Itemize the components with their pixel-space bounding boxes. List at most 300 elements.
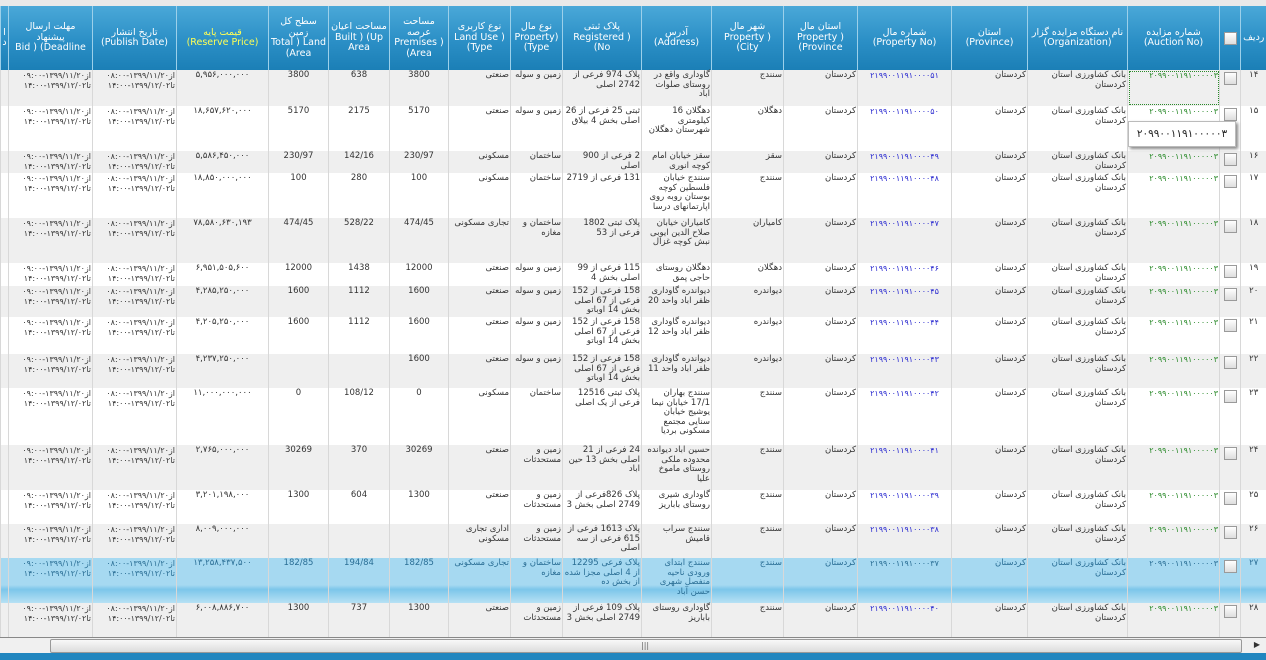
property-province: کردستان xyxy=(784,524,858,558)
row-checkbox[interactable] xyxy=(1220,354,1241,388)
total-land: 230/97 xyxy=(269,151,329,173)
partial-cell xyxy=(1,263,9,286)
row-checkbox[interactable] xyxy=(1220,70,1241,106)
row-checkbox[interactable] xyxy=(1220,490,1241,524)
publish-date xyxy=(93,445,177,490)
property-no-link[interactable]: ۲۱۹۹۰۰۱۱۹۱۰۰۰۰۴۷ xyxy=(858,218,952,263)
publish-date-from: از۱۳۹۹/۱۱/۲۰-۰۸:۰۰ xyxy=(106,491,175,500)
address: دیواندره گاوداری ظفر اباد واحد 20 xyxy=(642,286,712,317)
property-city: سنندج xyxy=(712,490,784,524)
scroll-right-arrow-icon[interactable]: ▶ xyxy=(1253,640,1260,649)
row-checkbox-input[interactable] xyxy=(1224,390,1237,403)
select-all-checkbox[interactable] xyxy=(1224,32,1237,45)
property-city: سقز xyxy=(712,151,784,173)
auction-no-link[interactable]: ۲۰۹۹۰۰۱۱۹۱۰۰۰۰۰۳ xyxy=(1128,317,1220,354)
address: دیواندره گاوداری ظفر اباد واحد 12 xyxy=(642,317,712,354)
total-land xyxy=(269,524,329,558)
row-checkbox[interactable] xyxy=(1220,263,1241,286)
partial-cell xyxy=(1,151,9,173)
row-checkbox-input[interactable] xyxy=(1224,72,1237,85)
publish-date-to: تا۱۳۹۹/۱۲/۰۲-۱۴:۰۰ xyxy=(107,613,175,623)
auction-no-link[interactable]: ۲۰۹۹۰۰۱۱۹۱۰۰۰۰۰۳ xyxy=(1128,388,1220,445)
publish-date xyxy=(93,558,177,603)
registered-no: پلاک 109 فرعی از 2749 اصلی بخش 3 xyxy=(563,603,642,637)
built-area: 142/16 xyxy=(329,151,390,173)
total-land: 1300 xyxy=(269,490,329,524)
built-area: 108/12 xyxy=(329,388,390,445)
row-checkbox-input[interactable] xyxy=(1224,288,1237,301)
organization: بانک کشاورزی استان کردستان xyxy=(1028,106,1128,151)
header-auction-no[interactable] xyxy=(1128,6,1220,70)
property-city: دهگلان xyxy=(712,106,784,151)
deadline-to: تا۱۳۹۹/۱۲/۰۲-۱۴:۰۰ xyxy=(23,364,91,374)
built-area: 737 xyxy=(329,603,390,637)
property-province: کردستان xyxy=(784,218,858,263)
registered-no: 158 فرعی از 152 فرعی از 67 اصلی بخش 14 اوباتو xyxy=(563,354,642,388)
property-province: کردستان xyxy=(784,286,858,317)
row-checkbox-input[interactable] xyxy=(1224,605,1237,618)
row-checkbox[interactable] xyxy=(1220,445,1241,490)
auction-no-link[interactable]: ۲۰۹۹۰۰۱۱۹۱۰۰۰۰۰۳ xyxy=(1128,106,1220,151)
table-row[interactable] xyxy=(1,490,1266,524)
auction-no-link[interactable]: ۲۰۹۹۰۰۱۱۹۱۰۰۰۰۰۳ xyxy=(1128,445,1220,490)
header-property-province[interactable] xyxy=(784,6,858,70)
registered-no: پلاک ثبتی 12516 فرعی از یک اصلی xyxy=(563,388,642,445)
header-total-land[interactable] xyxy=(269,6,329,70)
property-type: زمین و سوله xyxy=(511,70,563,106)
property-city: سنندج xyxy=(712,445,784,490)
address: سنندج بهاران 17/1 خیابان نیما یوشیج خیابان سنایی مجتمع مسکونی بردیا xyxy=(642,388,712,445)
publish-date-to: تا۱۳۹۹/۱۲/۰۲-۱۴:۰۰ xyxy=(107,116,175,126)
deadline-to: تا۱۳۹۹/۱۲/۰۲-۱۴:۰۰ xyxy=(23,568,91,578)
registered-no: ثبتی 25 فرعی از 26 اصلی بخش 4 بیلاق xyxy=(563,106,642,151)
header-property-type[interactable] xyxy=(511,6,563,70)
premises-area: 100 xyxy=(390,173,449,218)
property-no-link[interactable]: ۲۱۹۹۰۰۱۱۹۱۰۰۰۰۳۸ xyxy=(858,524,952,558)
property-no-link[interactable]: ۲۱۹۹۰۰۱۱۹۱۰۰۰۰۴۴ xyxy=(858,317,952,354)
deadline-from: از۱۳۹۹/۱۱/۲۰-۰۹:۰۰ xyxy=(22,71,91,80)
total-land: 100 xyxy=(269,173,329,218)
table-row[interactable] xyxy=(1,151,1266,173)
row-number: ۱۸ xyxy=(1241,218,1266,263)
deadline xyxy=(9,263,93,286)
premises-area: 230/97 xyxy=(390,151,449,173)
scrollbar-thumb[interactable] xyxy=(50,639,1242,653)
row-checkbox[interactable] xyxy=(1220,524,1241,558)
header-label-fa: سطح کل زمین xyxy=(280,16,317,38)
premises-area: 1600 xyxy=(390,286,449,317)
grip-icon: ||| xyxy=(641,641,650,650)
header-organization[interactable] xyxy=(1028,6,1128,70)
reserve-price: ۷۸,۵۸۰,۶۳۰,۱۹۳ xyxy=(177,218,269,263)
province: کردستان xyxy=(952,317,1028,354)
premises-area: 1300 xyxy=(390,490,449,524)
header-label-fa: استان مال xyxy=(799,21,842,33)
row-checkbox-input[interactable] xyxy=(1224,560,1237,573)
row-number: ۱۶ xyxy=(1241,151,1266,173)
auction-no-link[interactable]: ۲۰۹۹۰۰۱۱۹۱۰۰۰۰۰۳ xyxy=(1128,151,1220,173)
deadline-from: از۱۳۹۹/۱۱/۲۰-۰۹:۰۰ xyxy=(22,219,91,228)
auction-no-link[interactable]: ۲۰۹۹۰۰۱۱۹۱۰۰۰۰۰۳ xyxy=(1128,524,1220,558)
deadline xyxy=(9,317,93,354)
organization: بانک کشاورزی استان کردستان xyxy=(1028,173,1128,218)
built-area: 2175 xyxy=(329,106,390,151)
property-type: زمین و سوله xyxy=(511,317,563,354)
row-checkbox-input[interactable] xyxy=(1224,108,1237,121)
built-area: 194/84 xyxy=(329,558,390,603)
row-number: ۱۹ xyxy=(1241,263,1266,286)
property-no-link[interactable]: ۲۱۹۹۰۰۱۱۹۱۰۰۰۰۵۰ xyxy=(858,106,952,151)
partial-cell xyxy=(1,388,9,445)
header-address[interactable] xyxy=(642,6,712,70)
total-land: 1600 xyxy=(269,286,329,317)
organization: بانک کشاورزی استان کردستان xyxy=(1028,354,1128,388)
row-checkbox[interactable] xyxy=(1220,286,1241,317)
total-land: 30269 xyxy=(269,445,329,490)
property-no-link[interactable]: ۲۱۹۹۰۰۱۱۹۱۰۰۰۰۳۷ xyxy=(858,558,952,603)
property-city: کامیاران xyxy=(712,218,784,263)
header-land-use[interactable] xyxy=(449,6,511,70)
land-use: مسکونی xyxy=(449,173,511,218)
property-province: کردستان xyxy=(784,603,858,637)
built-area: 370 xyxy=(329,445,390,490)
row-number: ۲۳ xyxy=(1241,388,1266,445)
publish-date-from: از۱۳۹۹/۱۱/۲۰-۰۸:۰۰ xyxy=(106,389,175,398)
property-province: کردستان xyxy=(784,490,858,524)
table-row[interactable] xyxy=(1,286,1266,317)
province: کردستان xyxy=(952,490,1028,524)
property-type: ساختمان و مغازه xyxy=(511,218,563,263)
organization: بانک کشاورزی استان کردستان xyxy=(1028,263,1128,286)
reserve-price: ۴,۲۳۷,۲۵۰,۰۰۰ xyxy=(177,354,269,388)
row-checkbox[interactable] xyxy=(1220,558,1241,603)
province: کردستان xyxy=(952,70,1028,106)
table-row[interactable] xyxy=(1,106,1266,151)
premises-area: 5170 xyxy=(390,106,449,151)
header-label-fa: شماره مزایده xyxy=(1146,26,1201,38)
auction-no-link[interactable]: ۲۰۹۹۰۰۱۱۹۱۰۰۰۰۰۳ xyxy=(1128,286,1220,317)
deadline-to: تا۱۳۹۹/۱۲/۰۲-۱۴:۰۰ xyxy=(23,161,91,171)
province: کردستان xyxy=(952,524,1028,558)
row-number: ۲۶ xyxy=(1241,524,1266,558)
total-land: 3800 xyxy=(269,70,329,106)
publish-date-to: تا۱۳۹۹/۱۲/۰۲-۱۴:۰۰ xyxy=(107,80,175,90)
deadline-to: تا۱۳۹۹/۱۲/۰۲-۱۴:۰۰ xyxy=(23,80,91,90)
partial-cell xyxy=(1,173,9,218)
row-checkbox[interactable] xyxy=(1220,218,1241,263)
registered-no: 115 فرعی از 99 اصلی بخش 4 xyxy=(563,263,642,286)
land-use: صنعتی xyxy=(449,70,511,106)
publish-date-from: از۱۳۹۹/۱۱/۲۰-۰۸:۰۰ xyxy=(106,71,175,80)
deadline-to: تا۱۳۹۹/۱۲/۰۲-۱۴:۰۰ xyxy=(23,327,91,337)
table-row[interactable] xyxy=(1,445,1266,490)
province: کردستان xyxy=(952,151,1028,173)
property-no-link[interactable]: ۲۱۹۹۰۰۱۱۹۱۰۰۰۰۴۹ xyxy=(858,151,952,173)
header-province[interactable] xyxy=(952,6,1028,70)
total-land: 474/45 xyxy=(269,218,329,263)
auction-no-link[interactable]: ۲۰۹۹۰۰۱۱۹۱۰۰۰۰۰۳ xyxy=(1128,218,1220,263)
row-checkbox-input[interactable] xyxy=(1224,265,1237,278)
deadline xyxy=(9,445,93,490)
header-label-fa: استان xyxy=(977,26,1002,38)
row-checkbox-input[interactable] xyxy=(1224,447,1237,460)
organization: بانک کشاورزی استان کردستان xyxy=(1028,490,1128,524)
built-area: 604 xyxy=(329,490,390,524)
table-row[interactable] xyxy=(1,218,1266,263)
registered-no: پلاک ثبتی 1802 فرعی از 53 xyxy=(563,218,642,263)
table-row[interactable] xyxy=(1,388,1266,445)
address: سنندج سراب قامیش xyxy=(642,524,712,558)
property-no-link[interactable]: ۲۱۹۹۰۰۱۱۹۱۰۰۰۰۴۲ xyxy=(858,388,952,445)
row-checkbox-input[interactable] xyxy=(1224,220,1237,233)
property-no-link[interactable]: ۲۱۹۹۰۰۱۱۹۱۰۰۰۰۴۶ xyxy=(858,263,952,286)
property-province: کردستان xyxy=(784,317,858,354)
table-row[interactable] xyxy=(1,70,1266,106)
publish-date xyxy=(93,151,177,173)
property-type: زمین و سوله xyxy=(511,286,563,317)
publish-date-to: تا۱۳۹۹/۱۲/۰۲-۱۴:۰۰ xyxy=(107,364,175,374)
property-no-link[interactable]: ۲۱۹۹۰۰۱۱۹۱۰۰۰۰۴۳ xyxy=(858,354,952,388)
property-no-link[interactable]: ۲۱۹۹۰۰۱۱۹۱۰۰۰۰۴۰ xyxy=(858,603,952,637)
row-checkbox-input[interactable] xyxy=(1224,319,1237,332)
header-premises-area[interactable] xyxy=(390,6,449,70)
property-city: سنندج xyxy=(712,558,784,603)
property-province: کردستان xyxy=(784,354,858,388)
address: گاوداری شیری روستای باباریز xyxy=(642,490,712,524)
publish-date xyxy=(93,490,177,524)
row-checkbox[interactable] xyxy=(1220,173,1241,218)
auction-no-link[interactable]: ۲۰۹۹۰۰۱۱۹۱۰۰۰۰۰۳ xyxy=(1128,70,1220,106)
land-use: صنعتی xyxy=(449,603,511,637)
land-use: صنعتی xyxy=(449,286,511,317)
land-use: مسکونی xyxy=(449,151,511,173)
row-checkbox-input[interactable] xyxy=(1224,175,1237,188)
header-label-en: Total ) Land (Area xyxy=(270,37,327,59)
property-city: دیواندره xyxy=(712,354,784,388)
premises-area: 474/45 xyxy=(390,218,449,263)
organization: بانک کشاورزی استان کردستان xyxy=(1028,558,1128,603)
row-number: ۱۴ xyxy=(1241,70,1266,106)
land-use: صنعتی xyxy=(449,354,511,388)
publish-date xyxy=(93,218,177,263)
address: دهگلان 16 کیلومتری شهرستان دهگلان xyxy=(642,106,712,151)
auction-no-link[interactable]: ۲۰۹۹۰۰۱۱۹۱۰۰۰۰۰۳ xyxy=(1128,354,1220,388)
auction-no-link[interactable]: ۲۰۹۹۰۰۱۱۹۱۰۰۰۰۰۳ xyxy=(1128,263,1220,286)
publish-date-from: از۱۳۹۹/۱۱/۲۰-۰۸:۰۰ xyxy=(106,525,175,534)
total-land: 182/85 xyxy=(269,558,329,603)
table-row[interactable] xyxy=(1,173,1266,218)
row-number: ۲۲ xyxy=(1241,354,1266,388)
header-registered-no[interactable] xyxy=(563,6,642,70)
deadline-to: تا۱۳۹۹/۱۲/۰۲-۱۴:۰۰ xyxy=(23,228,91,238)
registered-no: 158 فرعی از 152 فرعی از 67 اصلی بخش 14 اوباتو xyxy=(563,286,642,317)
table-row[interactable] xyxy=(1,603,1266,637)
publish-date xyxy=(93,173,177,218)
land-use: تجاری مسکونی xyxy=(449,218,511,263)
land-use: صنعتی xyxy=(449,490,511,524)
premises-area: 1600 xyxy=(390,354,449,388)
publish-date-to: تا۱۳۹۹/۱۲/۰۲-۱۴:۰۰ xyxy=(107,296,175,306)
publish-date xyxy=(93,317,177,354)
registered-no: پلاک فرعی 12295 از 4 اصلی مجزا شده از بخش ده xyxy=(563,558,642,603)
address: کامیاران خیابان صلاح الدین ایوبی نبش کوچه غزال xyxy=(642,218,712,263)
header-deadline[interactable] xyxy=(9,6,93,70)
organization: بانک کشاورزی استان کردستان xyxy=(1028,151,1128,173)
address: سنندج ابتدای ورودی ناحیه منفصل شهری حسن آباد xyxy=(642,558,712,603)
auction-no-tooltip: ۲۰۹۹۰۰۱۱۹۱۰۰۰۰۰۳ xyxy=(1128,121,1236,147)
deadline xyxy=(9,286,93,317)
header-reserve-price[interactable] xyxy=(177,6,269,70)
header-select-all[interactable] xyxy=(1220,6,1241,70)
premises-area: 0 xyxy=(390,388,449,445)
partial-cell xyxy=(1,354,9,388)
organization: بانک کشاورزی استان کردستان xyxy=(1028,218,1128,263)
property-province: کردستان xyxy=(784,388,858,445)
deadline-from: از۱۳۹۹/۱۱/۲۰-۰۹:۰۰ xyxy=(22,355,91,364)
publish-date xyxy=(93,388,177,445)
publish-date-from: از۱۳۹۹/۱۱/۲۰-۰۸:۰۰ xyxy=(106,174,175,183)
property-province: کردستان xyxy=(784,173,858,218)
row-number: ۲۰ xyxy=(1241,286,1266,317)
deadline xyxy=(9,70,93,106)
publish-date-from: از۱۳۹۹/۱۱/۲۰-۰۸:۰۰ xyxy=(106,355,175,364)
built-area xyxy=(329,354,390,388)
reserve-price: ۱۳,۲۵۸,۴۳۷,۵۰۰ xyxy=(177,558,269,603)
header-partial-column[interactable]: ا د xyxy=(1,6,9,70)
row-checkbox-input[interactable] xyxy=(1224,153,1237,166)
deadline xyxy=(9,388,93,445)
header-property-no[interactable] xyxy=(858,6,952,70)
province: کردستان xyxy=(952,354,1028,388)
publish-date-to: تا۱۳۹۹/۱۲/۰۲-۱۴:۰۰ xyxy=(107,568,175,578)
header-label-en: Premises ) (Area xyxy=(394,37,444,59)
reserve-price: ۳,۲۰۱,۱۹۸,۰۰۰ xyxy=(177,490,269,524)
publish-date-from: از۱۳۹۹/۱۱/۲۰-۰۸:۰۰ xyxy=(106,559,175,568)
auction-no-link[interactable]: ۲۰۹۹۰۰۱۱۹۱۰۰۰۰۰۳ xyxy=(1128,558,1220,603)
registered-no: 24 فرعی از 21 اصلی بخش 13 حین اباد xyxy=(563,445,642,490)
land-use: اداری تجاری مسکونی xyxy=(449,524,511,558)
header-row-no[interactable]: ردیف xyxy=(1241,6,1266,70)
registered-no: پلاک 826فرعی از 2749 اصلی بخش 3 xyxy=(563,490,642,524)
table-row[interactable] xyxy=(1,524,1266,558)
publish-date-to: تا۱۳۹۹/۱۲/۰۲-۱۴:۰۰ xyxy=(107,327,175,337)
row-checkbox[interactable] xyxy=(1220,388,1241,445)
auction-no-link[interactable]: ۲۰۹۹۰۰۱۱۹۱۰۰۰۰۰۳ xyxy=(1128,603,1220,637)
partial-cell xyxy=(1,445,9,490)
property-no-link[interactable]: ۲۱۹۹۰۰۱۱۹۱۰۰۰۰۴۸ xyxy=(858,173,952,218)
total-land: 1600 xyxy=(269,317,329,354)
land-use: تجاری مسکونی xyxy=(449,558,511,603)
property-type: ساختمان xyxy=(511,388,563,445)
row-number: ۲۱ xyxy=(1241,317,1266,354)
header-publish-date[interactable] xyxy=(93,6,177,70)
row-checkbox[interactable] xyxy=(1220,603,1241,637)
auction-no-link[interactable]: ۲۰۹۹۰۰۱۱۹۱۰۰۰۰۰۳ xyxy=(1128,490,1220,524)
registered-no: پلاک 1613 فرعی از 615 فرعی از سه اصلی xyxy=(563,524,642,558)
property-province: کردستان xyxy=(784,263,858,286)
row-checkbox-input[interactable] xyxy=(1224,526,1237,539)
header-label-en: Property ) (Province xyxy=(797,31,844,54)
built-area: 528/22 xyxy=(329,218,390,263)
row-checkbox-input[interactable] xyxy=(1224,492,1237,505)
land-use: صنعتی xyxy=(449,445,511,490)
property-province: کردستان xyxy=(784,70,858,106)
partial-cell xyxy=(1,603,9,637)
deadline-from: از۱۳۹۹/۱۱/۲۰-۰۹:۰۰ xyxy=(22,525,91,534)
property-no-link[interactable]: ۲۱۹۹۰۰۱۱۹۱۰۰۰۰۵۱ xyxy=(858,70,952,106)
header-label-fa: شهر مال xyxy=(729,21,766,33)
property-no-link[interactable]: ۲۱۹۹۰۰۱۱۹۱۰۰۰۰۴۱ xyxy=(858,445,952,490)
publish-date-to: تا۱۳۹۹/۱۲/۰۲-۱۴:۰۰ xyxy=(107,273,175,283)
property-type: زمین و مستحدثات xyxy=(511,445,563,490)
total-land: 1300 xyxy=(269,603,329,637)
property-city: دیواندره xyxy=(712,286,784,317)
total-land xyxy=(269,354,329,388)
province: کردستان xyxy=(952,558,1028,603)
deadline-from: از۱۳۹۹/۱۱/۲۰-۰۹:۰۰ xyxy=(22,287,91,296)
header-label-en: (Publish Date) xyxy=(100,37,169,48)
organization: بانک کشاورزی استان کردستان xyxy=(1028,445,1128,490)
property-type: زمین و سوله xyxy=(511,106,563,151)
header-built-area[interactable] xyxy=(329,6,390,70)
premises-area: 1300 xyxy=(390,603,449,637)
organization: بانک کشاورزی استان کردستان xyxy=(1028,388,1128,445)
table-row[interactable] xyxy=(1,558,1266,603)
premises-area: 30269 xyxy=(390,445,449,490)
reserve-price: ۴,۲۸۵,۲۵۰,۰۰۰ xyxy=(177,286,269,317)
row-checkbox[interactable] xyxy=(1220,151,1241,173)
total-land: 5170 xyxy=(269,106,329,151)
header-label-fa: مساحت عرصه xyxy=(403,16,435,38)
bottom-bar xyxy=(0,653,1266,660)
table-row[interactable] xyxy=(1,317,1266,354)
province: کردستان xyxy=(952,173,1028,218)
deadline-from: از۱۳۹۹/۱۱/۲۰-۰۹:۰۰ xyxy=(22,152,91,161)
property-city: سنندج xyxy=(712,173,784,218)
property-type: ساختمان xyxy=(511,151,563,173)
property-type: زمین و مستحدثات xyxy=(511,524,563,558)
header-property-city[interactable] xyxy=(712,6,784,70)
deadline xyxy=(9,173,93,218)
property-province: کردستان xyxy=(784,558,858,603)
row-number: ۲۵ xyxy=(1241,490,1266,524)
deadline xyxy=(9,354,93,388)
auction-no-link[interactable]: ۲۰۹۹۰۰۱۱۹۱۰۰۰۰۰۳ xyxy=(1128,173,1220,218)
row-number: ۲۴ xyxy=(1241,445,1266,490)
row-checkbox[interactable] xyxy=(1220,317,1241,354)
deadline-from: از۱۳۹۹/۱۱/۲۰-۰۹:۰۰ xyxy=(22,604,91,613)
premises-area: 12000 xyxy=(390,263,449,286)
deadline-from: از۱۳۹۹/۱۱/۲۰-۰۹:۰۰ xyxy=(22,264,91,273)
organization: بانک کشاورزی استان کردستان xyxy=(1028,603,1128,637)
table-row[interactable] xyxy=(1,263,1266,286)
property-type: ساختمان xyxy=(511,173,563,218)
horizontal-scrollbar[interactable] xyxy=(0,637,1266,654)
property-no-link[interactable]: ۲۱۹۹۰۰۱۱۹۱۰۰۰۰۴۵ xyxy=(858,286,952,317)
province: کردستان xyxy=(952,388,1028,445)
row-checkbox-input[interactable] xyxy=(1224,356,1237,369)
address: دیواندره گاوداری ظفر اباد واحد 11 xyxy=(642,354,712,388)
deadline-to: تا۱۳۹۹/۱۲/۰۲-۱۴:۰۰ xyxy=(23,116,91,126)
property-no-link[interactable]: ۲۱۹۹۰۰۱۱۹۱۰۰۰۰۳۹ xyxy=(858,490,952,524)
built-area xyxy=(329,524,390,558)
address: دهگلان روستای حاجی پمق xyxy=(642,263,712,286)
registered-no: 2 فرعی از 900 اصلی xyxy=(563,151,642,173)
table-row[interactable] xyxy=(1,354,1266,388)
header-label-fa: نوع کاربری xyxy=(457,21,502,33)
header-label-fa: نوع مال xyxy=(520,21,553,33)
header-label-fa: مساحت اعیان xyxy=(331,21,387,33)
